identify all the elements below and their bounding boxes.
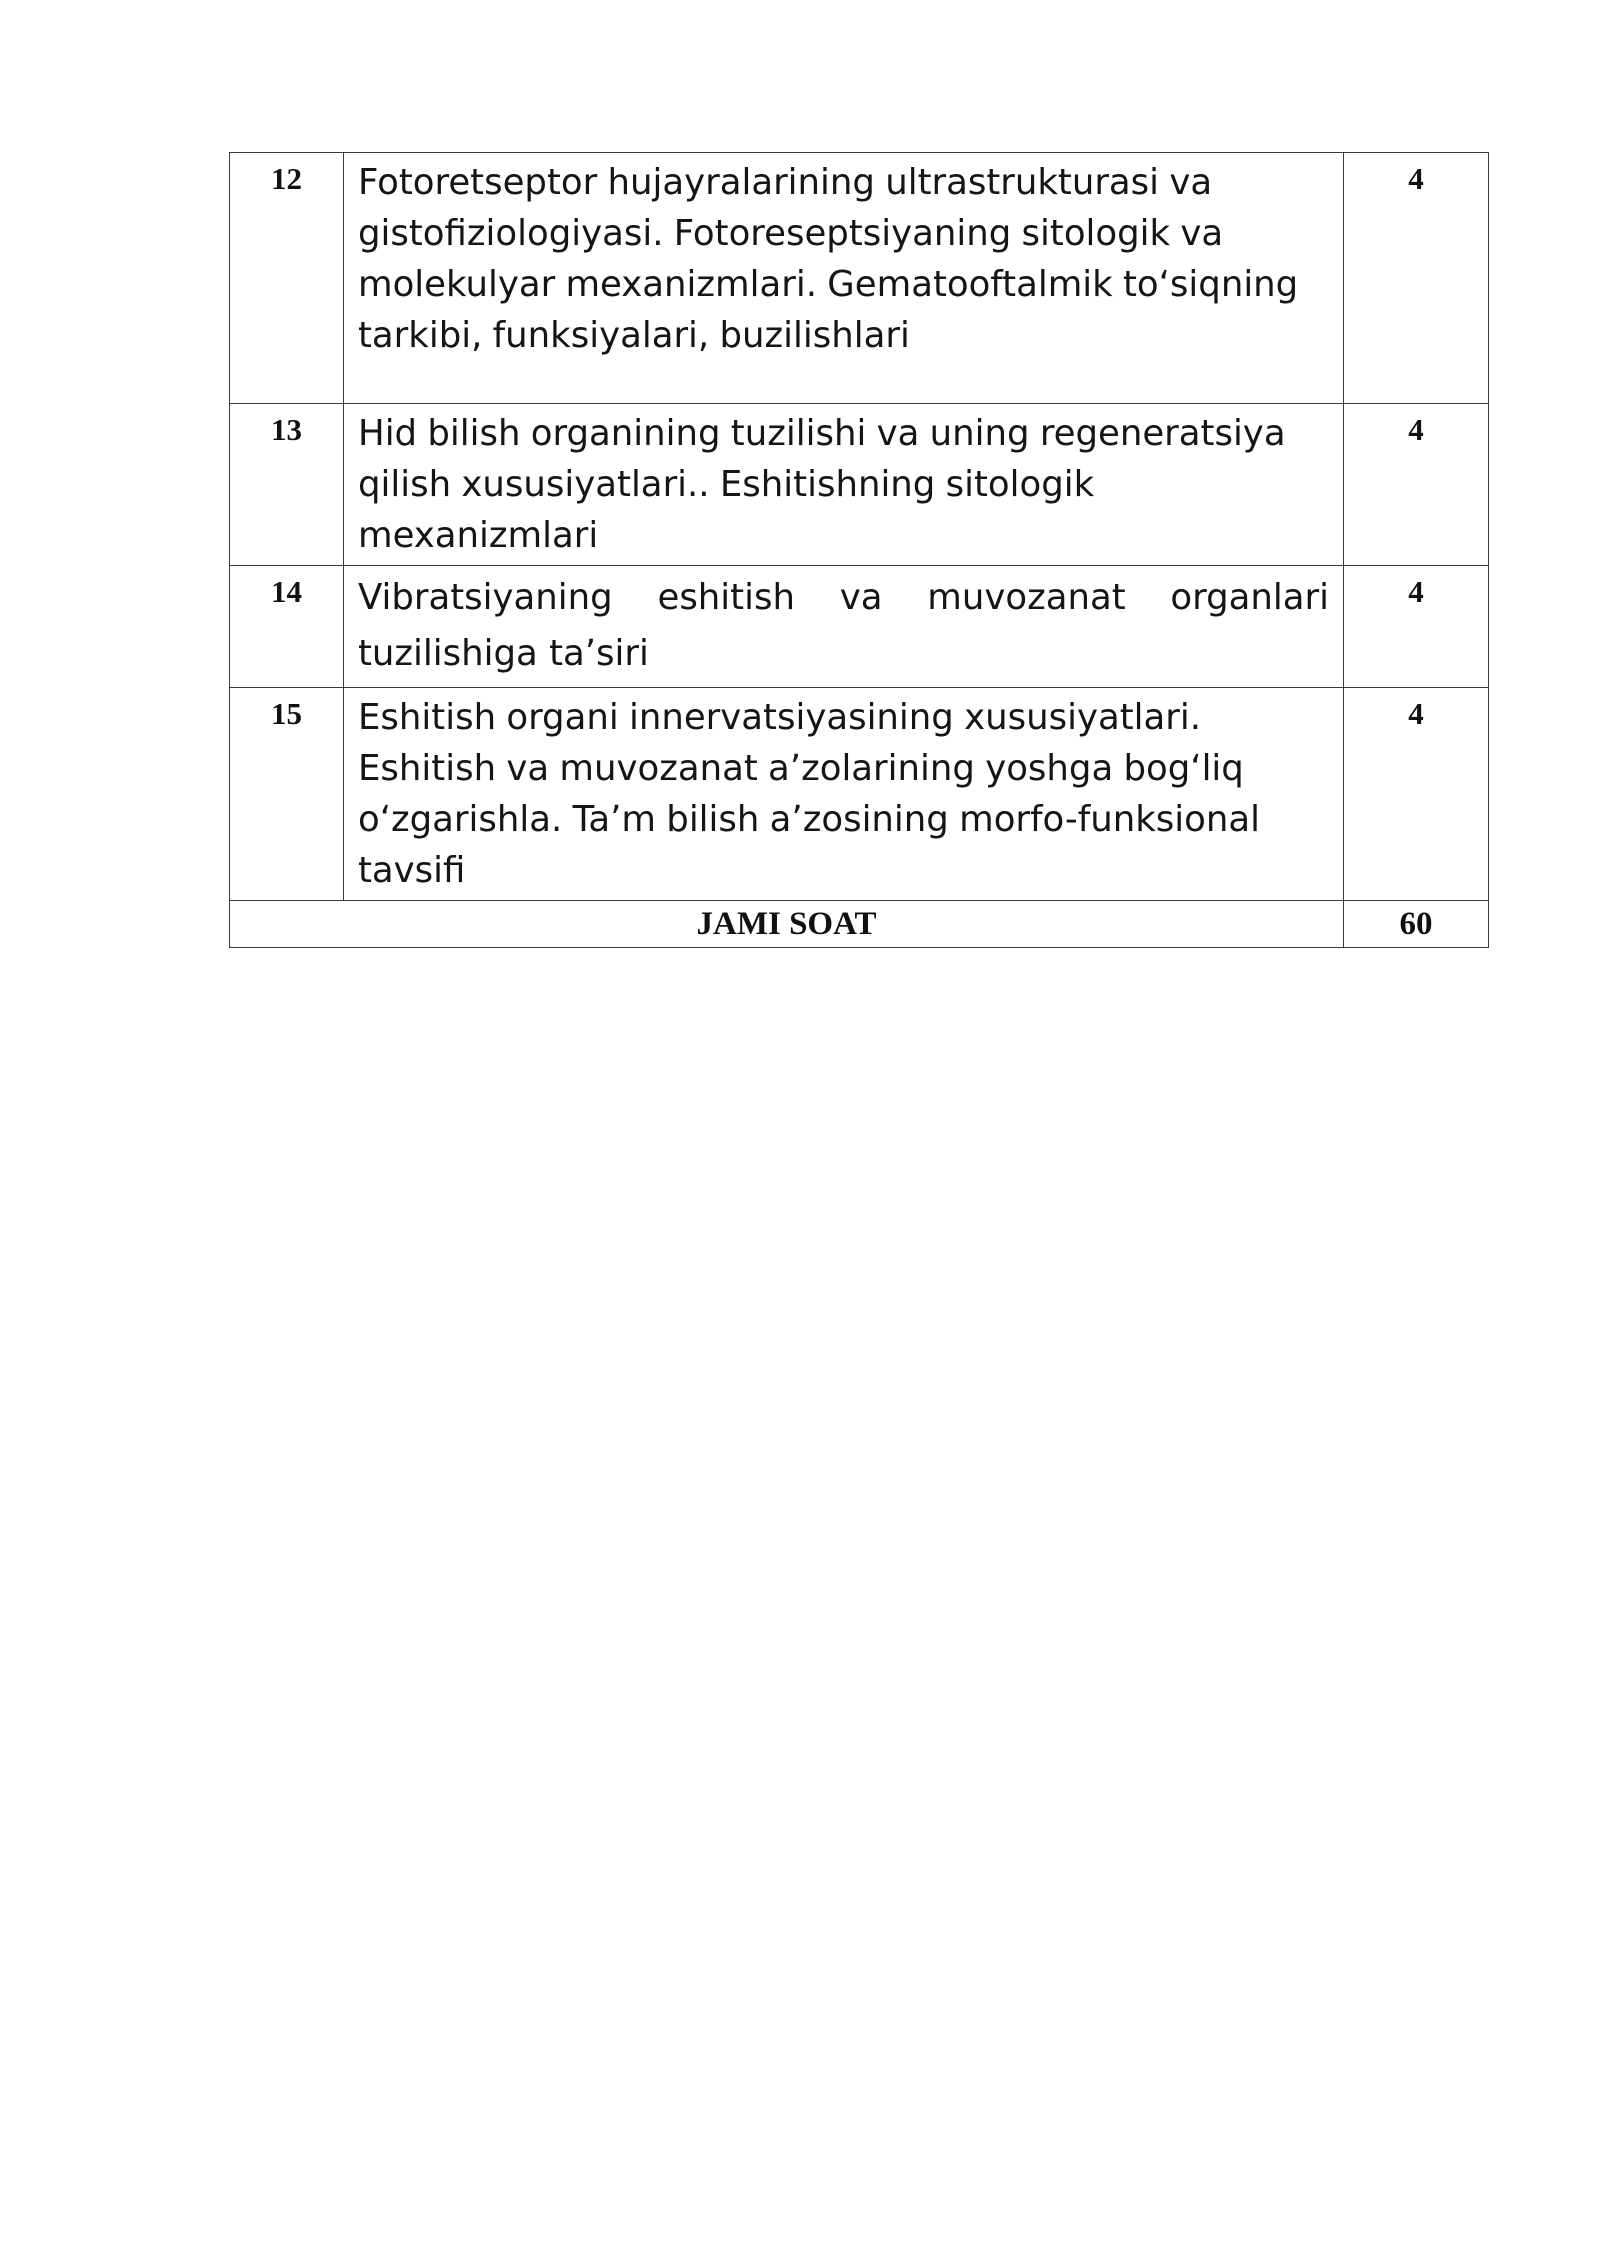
row-number: 12 bbox=[230, 153, 344, 404]
topic-title: Eshitish organi innervatsiyasining xususiyatlari. Eshitish va muvozanat a’zolarining yoshga bog‘liq o‘zgarishla. Ta’m bilish a’zosining morfo-funksional tavsifi bbox=[344, 688, 1344, 901]
total-row bbox=[230, 901, 1489, 948]
topic-title: Fotoretseptor hujayralarining ultrastrukturasi va gistofiziologiyasi. Fotoreseptsiyaning sitologik va molekulyar mexanizmlari. Gematooftalmik to‘siqning tarkibi, funksiyalari, buzilishlari bbox=[344, 153, 1344, 404]
topic-title: Vibratsiyaning eshitish va muvozanat organlari tuzilishiga ta’siri bbox=[344, 566, 1344, 688]
total-hours: 60 bbox=[1344, 901, 1489, 948]
hours-value: 4 bbox=[1344, 688, 1489, 901]
total-label: JAMI SOAT bbox=[230, 901, 1344, 948]
hours-value: 4 bbox=[1344, 153, 1489, 404]
topics-table bbox=[229, 152, 1489, 948]
hours-value: 4 bbox=[1344, 566, 1489, 688]
row-number: 14 bbox=[230, 566, 344, 688]
row-number: 13 bbox=[230, 404, 344, 566]
table-row bbox=[230, 404, 1489, 566]
table-row bbox=[230, 566, 1489, 688]
table-row bbox=[230, 688, 1489, 901]
topic-title: Hid bilish organining tuzilishi va uning regeneratsiya qilish xususiyatlari.. Eshitishning sitologik mexanizmlari bbox=[344, 404, 1344, 566]
row-number: 15 bbox=[230, 688, 344, 901]
table-row bbox=[230, 153, 1489, 404]
hours-value: 4 bbox=[1344, 404, 1489, 566]
